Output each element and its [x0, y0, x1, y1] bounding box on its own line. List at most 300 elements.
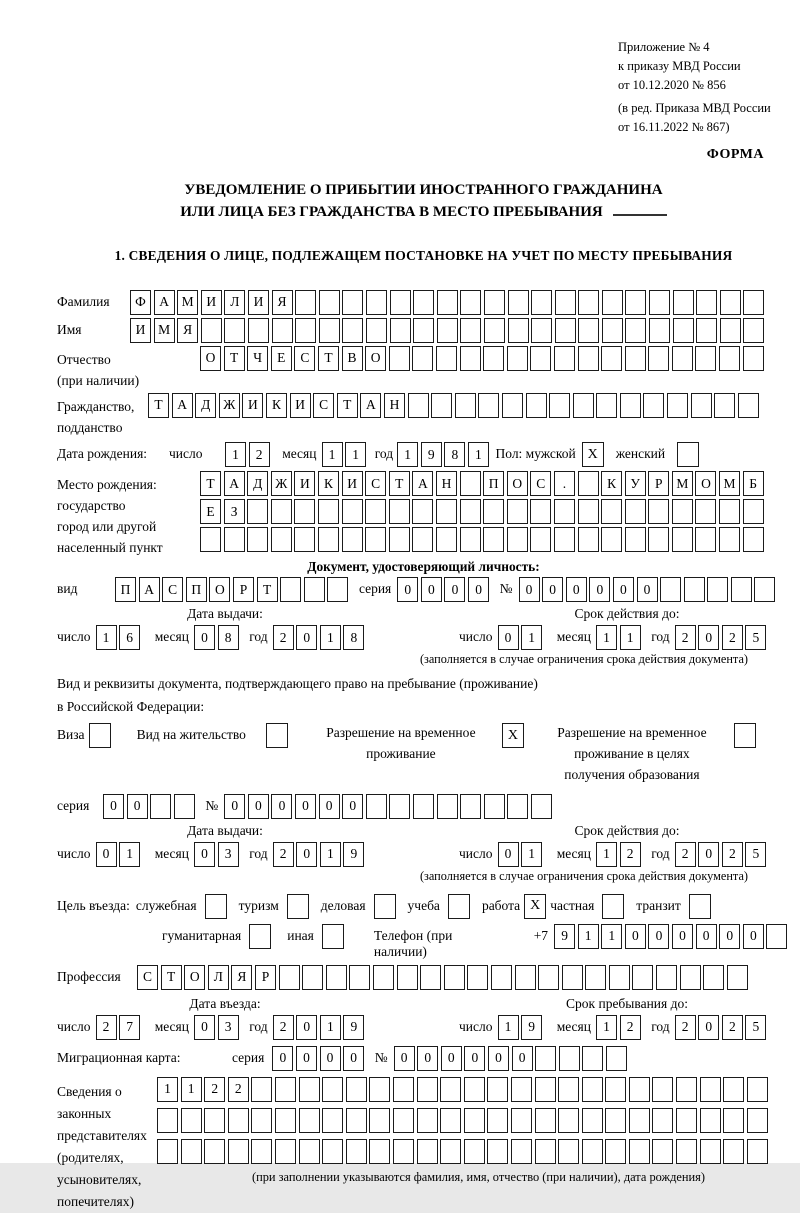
char-cell[interactable]: [582, 1108, 603, 1133]
char-cell[interactable]: А: [172, 393, 193, 418]
purpose-private-checkbox[interactable]: [602, 894, 624, 919]
char-cell[interactable]: И: [242, 393, 263, 418]
char-cell[interactable]: [346, 1139, 367, 1164]
char-cell[interactable]: [582, 1077, 603, 1102]
char-cell[interactable]: [248, 318, 269, 343]
char-cell[interactable]: С: [365, 471, 386, 496]
char-cell[interactable]: Т: [257, 577, 278, 602]
char-cell[interactable]: [707, 577, 728, 602]
char-cell[interactable]: 8: [444, 442, 465, 467]
char-cell[interactable]: [714, 393, 735, 418]
char-cell[interactable]: К: [601, 471, 622, 496]
char-cell[interactable]: [413, 318, 434, 343]
char-cell[interactable]: [652, 1108, 673, 1133]
char-cell[interactable]: [703, 965, 724, 990]
char-cell[interactable]: [676, 1139, 697, 1164]
char-cell[interactable]: [684, 577, 705, 602]
purpose-transit-checkbox[interactable]: [689, 894, 711, 919]
char-cell[interactable]: 2: [273, 625, 294, 650]
char-cell[interactable]: [412, 499, 433, 524]
char-cell[interactable]: 1: [596, 1015, 617, 1040]
char-cell[interactable]: 9: [421, 442, 442, 467]
char-cell[interactable]: [727, 965, 748, 990]
char-cell[interactable]: 0: [566, 577, 587, 602]
char-cell[interactable]: [578, 346, 599, 371]
char-cell[interactable]: [559, 1046, 580, 1071]
char-cell[interactable]: [720, 290, 741, 315]
char-cell[interactable]: [420, 965, 441, 990]
char-cell[interactable]: [754, 577, 775, 602]
char-cell[interactable]: [530, 346, 551, 371]
char-cell[interactable]: М: [154, 318, 175, 343]
char-cell[interactable]: 0: [342, 794, 363, 819]
char-cell[interactable]: 2: [228, 1077, 249, 1102]
char-cell[interactable]: 1: [596, 842, 617, 867]
char-cell[interactable]: 0: [224, 794, 245, 819]
char-cell[interactable]: 1: [601, 924, 622, 949]
char-cell[interactable]: 1: [320, 1015, 341, 1040]
char-cell[interactable]: [648, 346, 669, 371]
char-cell[interactable]: [487, 1139, 508, 1164]
char-cell[interactable]: [412, 346, 433, 371]
char-cell[interactable]: [582, 1046, 603, 1071]
char-cell[interactable]: 0: [103, 794, 124, 819]
residence-permit-checkbox[interactable]: [266, 723, 288, 748]
char-cell[interactable]: [625, 527, 646, 552]
char-cell[interactable]: С: [137, 965, 158, 990]
char-cell[interactable]: [294, 527, 315, 552]
char-cell[interactable]: [460, 499, 481, 524]
char-cell[interactable]: [676, 1077, 697, 1102]
char-cell[interactable]: [444, 965, 465, 990]
char-cell[interactable]: [228, 1139, 249, 1164]
char-cell[interactable]: [460, 527, 481, 552]
char-cell[interactable]: [483, 346, 504, 371]
char-cell[interactable]: Я: [177, 318, 198, 343]
char-cell[interactable]: 2: [273, 1015, 294, 1040]
sex-female-checkbox[interactable]: [677, 442, 699, 467]
char-cell[interactable]: 8: [218, 625, 239, 650]
char-cell[interactable]: [224, 527, 245, 552]
char-cell[interactable]: [549, 393, 570, 418]
char-cell[interactable]: А: [224, 471, 245, 496]
char-cell[interactable]: [535, 1077, 556, 1102]
char-cell[interactable]: [531, 318, 552, 343]
char-cell[interactable]: [578, 471, 599, 496]
char-cell[interactable]: 1: [320, 625, 341, 650]
char-cell[interactable]: [302, 965, 323, 990]
char-cell[interactable]: [695, 527, 716, 552]
char-cell[interactable]: А: [139, 577, 160, 602]
char-cell[interactable]: У: [625, 471, 646, 496]
char-cell[interactable]: 5: [745, 1015, 766, 1040]
char-cell[interactable]: [738, 393, 759, 418]
char-cell[interactable]: [648, 527, 669, 552]
char-cell[interactable]: [280, 577, 301, 602]
char-cell[interactable]: [326, 965, 347, 990]
char-cell[interactable]: 9: [343, 842, 364, 867]
char-cell[interactable]: [389, 527, 410, 552]
char-cell[interactable]: 0: [296, 1015, 317, 1040]
char-cell[interactable]: [487, 1077, 508, 1102]
char-cell[interactable]: [319, 318, 340, 343]
char-cell[interactable]: [743, 318, 764, 343]
char-cell[interactable]: [719, 527, 740, 552]
char-cell[interactable]: [299, 1077, 320, 1102]
char-cell[interactable]: [535, 1108, 556, 1133]
char-cell[interactable]: Т: [224, 346, 245, 371]
char-cell[interactable]: [578, 527, 599, 552]
char-cell[interactable]: О: [184, 965, 205, 990]
char-cell[interactable]: [531, 794, 552, 819]
char-cell[interactable]: О: [209, 577, 230, 602]
char-cell[interactable]: [585, 965, 606, 990]
char-cell[interactable]: [747, 1139, 768, 1164]
char-cell[interactable]: [535, 1139, 556, 1164]
char-cell[interactable]: [369, 1108, 390, 1133]
char-cell[interactable]: [508, 290, 529, 315]
char-cell[interactable]: [530, 499, 551, 524]
char-cell[interactable]: [605, 1139, 626, 1164]
char-cell[interactable]: [629, 1139, 650, 1164]
char-cell[interactable]: [322, 1139, 343, 1164]
char-cell[interactable]: А: [360, 393, 381, 418]
char-cell[interactable]: О: [365, 346, 386, 371]
char-cell[interactable]: [562, 965, 583, 990]
char-cell[interactable]: [271, 527, 292, 552]
char-cell[interactable]: [673, 290, 694, 315]
char-cell[interactable]: [417, 1077, 438, 1102]
char-cell[interactable]: [275, 1139, 296, 1164]
char-cell[interactable]: Я: [231, 965, 252, 990]
char-cell[interactable]: [437, 318, 458, 343]
char-cell[interactable]: 0: [698, 842, 719, 867]
char-cell[interactable]: [629, 1108, 650, 1133]
char-cell[interactable]: [299, 1139, 320, 1164]
char-cell[interactable]: [319, 290, 340, 315]
char-cell[interactable]: [436, 499, 457, 524]
char-cell[interactable]: [275, 1108, 296, 1133]
char-cell[interactable]: Ж: [219, 393, 240, 418]
char-cell[interactable]: [723, 1108, 744, 1133]
char-cell[interactable]: 0: [271, 794, 292, 819]
char-cell[interactable]: [719, 499, 740, 524]
char-cell[interactable]: 5: [745, 625, 766, 650]
char-cell[interactable]: [349, 965, 370, 990]
char-cell[interactable]: [251, 1108, 272, 1133]
char-cell[interactable]: 0: [194, 842, 215, 867]
char-cell[interactable]: С: [313, 393, 334, 418]
char-cell[interactable]: И: [130, 318, 151, 343]
char-cell[interactable]: 2: [722, 842, 743, 867]
char-cell[interactable]: 0: [194, 625, 215, 650]
char-cell[interactable]: М: [672, 471, 693, 496]
char-cell[interactable]: Л: [224, 290, 245, 315]
char-cell[interactable]: [464, 1108, 485, 1133]
char-cell[interactable]: Ф: [130, 290, 151, 315]
char-cell[interactable]: 9: [343, 1015, 364, 1040]
char-cell[interactable]: 0: [672, 924, 693, 949]
char-cell[interactable]: [295, 318, 316, 343]
char-cell[interactable]: [412, 527, 433, 552]
char-cell[interactable]: Ч: [247, 346, 268, 371]
char-cell[interactable]: [596, 393, 617, 418]
char-cell[interactable]: 0: [320, 1046, 341, 1071]
char-cell[interactable]: [535, 1046, 556, 1071]
char-cell[interactable]: 1: [596, 625, 617, 650]
char-cell[interactable]: 2: [722, 625, 743, 650]
char-cell[interactable]: З: [224, 499, 245, 524]
char-cell[interactable]: [530, 527, 551, 552]
purpose-work-checkbox[interactable]: X: [524, 894, 546, 919]
char-cell[interactable]: [696, 318, 717, 343]
char-cell[interactable]: [157, 1108, 178, 1133]
char-cell[interactable]: [369, 1077, 390, 1102]
char-cell[interactable]: 0: [637, 577, 658, 602]
char-cell[interactable]: 0: [625, 924, 646, 949]
char-cell[interactable]: К: [318, 471, 339, 496]
char-cell[interactable]: [700, 1077, 721, 1102]
char-cell[interactable]: [366, 318, 387, 343]
char-cell[interactable]: О: [507, 471, 528, 496]
char-cell[interactable]: [342, 290, 363, 315]
char-cell[interactable]: [602, 290, 623, 315]
char-cell[interactable]: [393, 1139, 414, 1164]
char-cell[interactable]: [247, 527, 268, 552]
char-cell[interactable]: [224, 318, 245, 343]
char-cell[interactable]: 1: [225, 442, 246, 467]
purpose-business-checkbox[interactable]: [374, 894, 396, 919]
char-cell[interactable]: 2: [620, 1015, 641, 1040]
char-cell[interactable]: [327, 577, 348, 602]
char-cell[interactable]: [413, 794, 434, 819]
purpose-study-checkbox[interactable]: [448, 894, 470, 919]
char-cell[interactable]: 1: [620, 625, 641, 650]
char-cell[interactable]: [660, 577, 681, 602]
char-cell[interactable]: [743, 499, 764, 524]
char-cell[interactable]: 1: [322, 442, 343, 467]
char-cell[interactable]: 1: [468, 442, 489, 467]
char-cell[interactable]: [695, 346, 716, 371]
char-cell[interactable]: [558, 1139, 579, 1164]
char-cell[interactable]: 0: [96, 842, 117, 867]
char-cell[interactable]: [436, 527, 457, 552]
char-cell[interactable]: 2: [204, 1077, 225, 1102]
purpose-other-checkbox[interactable]: [322, 924, 344, 949]
char-cell[interactable]: Н: [384, 393, 405, 418]
char-cell[interactable]: К: [266, 393, 287, 418]
char-cell[interactable]: [649, 290, 670, 315]
char-cell[interactable]: П: [186, 577, 207, 602]
char-cell[interactable]: 0: [296, 842, 317, 867]
char-cell[interactable]: Е: [200, 499, 221, 524]
char-cell[interactable]: 0: [295, 794, 316, 819]
char-cell[interactable]: [743, 527, 764, 552]
char-cell[interactable]: [578, 499, 599, 524]
char-cell[interactable]: 6: [119, 625, 140, 650]
char-cell[interactable]: 0: [498, 842, 519, 867]
char-cell[interactable]: Т: [200, 471, 221, 496]
char-cell[interactable]: 0: [719, 924, 740, 949]
char-cell[interactable]: [511, 1108, 532, 1133]
char-cell[interactable]: С: [162, 577, 183, 602]
char-cell[interactable]: [460, 346, 481, 371]
char-cell[interactable]: 3: [218, 842, 239, 867]
char-cell[interactable]: [322, 1108, 343, 1133]
char-cell[interactable]: 0: [698, 1015, 719, 1040]
char-cell[interactable]: [723, 1139, 744, 1164]
char-cell[interactable]: [201, 318, 222, 343]
char-cell[interactable]: 0: [272, 1046, 293, 1071]
char-cell[interactable]: С: [530, 471, 551, 496]
char-cell[interactable]: [484, 290, 505, 315]
char-cell[interactable]: [601, 527, 622, 552]
char-cell[interactable]: 0: [343, 1046, 364, 1071]
char-cell[interactable]: [437, 794, 458, 819]
char-cell[interactable]: [342, 499, 363, 524]
char-cell[interactable]: [526, 393, 547, 418]
char-cell[interactable]: [672, 346, 693, 371]
char-cell[interactable]: М: [719, 471, 740, 496]
char-cell[interactable]: [747, 1077, 768, 1102]
char-cell[interactable]: [700, 1108, 721, 1133]
char-cell[interactable]: 0: [698, 625, 719, 650]
char-cell[interactable]: [437, 290, 458, 315]
char-cell[interactable]: [389, 346, 410, 371]
char-cell[interactable]: 0: [296, 625, 317, 650]
char-cell[interactable]: 9: [521, 1015, 542, 1040]
char-cell[interactable]: [440, 1077, 461, 1102]
sex-male-checkbox[interactable]: X: [582, 442, 604, 467]
char-cell[interactable]: И: [201, 290, 222, 315]
char-cell[interactable]: [228, 1108, 249, 1133]
char-cell[interactable]: 1: [96, 625, 117, 650]
char-cell[interactable]: [365, 499, 386, 524]
char-cell[interactable]: [408, 393, 429, 418]
char-cell[interactable]: [483, 527, 504, 552]
char-cell[interactable]: [743, 346, 764, 371]
char-cell[interactable]: [723, 1077, 744, 1102]
char-cell[interactable]: [467, 965, 488, 990]
char-cell[interactable]: Я: [272, 290, 293, 315]
char-cell[interactable]: [342, 527, 363, 552]
char-cell[interactable]: С: [294, 346, 315, 371]
char-cell[interactable]: [390, 290, 411, 315]
char-cell[interactable]: [487, 1108, 508, 1133]
char-cell[interactable]: [346, 1108, 367, 1133]
char-cell[interactable]: 0: [743, 924, 764, 949]
char-cell[interactable]: 0: [464, 1046, 485, 1071]
char-cell[interactable]: [676, 1108, 697, 1133]
char-cell[interactable]: [299, 1108, 320, 1133]
char-cell[interactable]: [680, 965, 701, 990]
char-cell[interactable]: [483, 499, 504, 524]
char-cell[interactable]: Б: [743, 471, 764, 496]
char-cell[interactable]: 0: [248, 794, 269, 819]
char-cell[interactable]: 0: [519, 577, 540, 602]
char-cell[interactable]: [507, 527, 528, 552]
char-cell[interactable]: [554, 346, 575, 371]
char-cell[interactable]: Т: [389, 471, 410, 496]
char-cell[interactable]: 0: [319, 794, 340, 819]
char-cell[interactable]: .: [554, 471, 575, 496]
char-cell[interactable]: [366, 290, 387, 315]
char-cell[interactable]: [304, 577, 325, 602]
char-cell[interactable]: Т: [337, 393, 358, 418]
char-cell[interactable]: [696, 290, 717, 315]
char-cell[interactable]: [643, 393, 664, 418]
char-cell[interactable]: [632, 965, 653, 990]
char-cell[interactable]: [531, 290, 552, 315]
char-cell[interactable]: [625, 290, 646, 315]
char-cell[interactable]: [606, 1046, 627, 1071]
char-cell[interactable]: 1: [397, 442, 418, 467]
char-cell[interactable]: [174, 794, 195, 819]
char-cell[interactable]: [460, 471, 481, 496]
char-cell[interactable]: Р: [255, 965, 276, 990]
char-cell[interactable]: [508, 318, 529, 343]
temp-residence-checkbox[interactable]: X: [502, 723, 524, 748]
char-cell[interactable]: 2: [675, 842, 696, 867]
char-cell[interactable]: 3: [218, 1015, 239, 1040]
char-cell[interactable]: П: [483, 471, 504, 496]
char-cell[interactable]: Т: [318, 346, 339, 371]
char-cell[interactable]: [652, 1077, 673, 1102]
char-cell[interactable]: [318, 499, 339, 524]
char-cell[interactable]: [538, 965, 559, 990]
char-cell[interactable]: О: [695, 471, 716, 496]
char-cell[interactable]: [369, 1139, 390, 1164]
char-cell[interactable]: [200, 527, 221, 552]
char-cell[interactable]: [656, 965, 677, 990]
char-cell[interactable]: [294, 499, 315, 524]
char-cell[interactable]: И: [294, 471, 315, 496]
char-cell[interactable]: М: [177, 290, 198, 315]
char-cell[interactable]: 1: [119, 842, 140, 867]
char-cell[interactable]: [747, 1108, 768, 1133]
char-cell[interactable]: 0: [696, 924, 717, 949]
char-cell[interactable]: [558, 1108, 579, 1133]
char-cell[interactable]: [484, 318, 505, 343]
char-cell[interactable]: 0: [444, 577, 465, 602]
char-cell[interactable]: 1: [157, 1077, 178, 1102]
char-cell[interactable]: [507, 794, 528, 819]
char-cell[interactable]: Д: [195, 393, 216, 418]
char-cell[interactable]: [365, 527, 386, 552]
char-cell[interactable]: [502, 393, 523, 418]
char-cell[interactable]: [464, 1139, 485, 1164]
char-cell[interactable]: [417, 1108, 438, 1133]
char-cell[interactable]: 1: [181, 1077, 202, 1102]
char-cell[interactable]: 2: [96, 1015, 117, 1040]
char-cell[interactable]: [605, 1077, 626, 1102]
char-cell[interactable]: [648, 499, 669, 524]
char-cell[interactable]: Н: [436, 471, 457, 496]
char-cell[interactable]: 0: [498, 625, 519, 650]
char-cell[interactable]: [695, 499, 716, 524]
char-cell[interactable]: [602, 318, 623, 343]
char-cell[interactable]: [484, 794, 505, 819]
char-cell[interactable]: 0: [127, 794, 148, 819]
char-cell[interactable]: [455, 393, 476, 418]
char-cell[interactable]: О: [200, 346, 221, 371]
char-cell[interactable]: И: [342, 471, 363, 496]
char-cell[interactable]: [555, 290, 576, 315]
char-cell[interactable]: В: [342, 346, 363, 371]
char-cell[interactable]: [204, 1108, 225, 1133]
char-cell[interactable]: [440, 1139, 461, 1164]
char-cell[interactable]: Ж: [271, 471, 292, 496]
